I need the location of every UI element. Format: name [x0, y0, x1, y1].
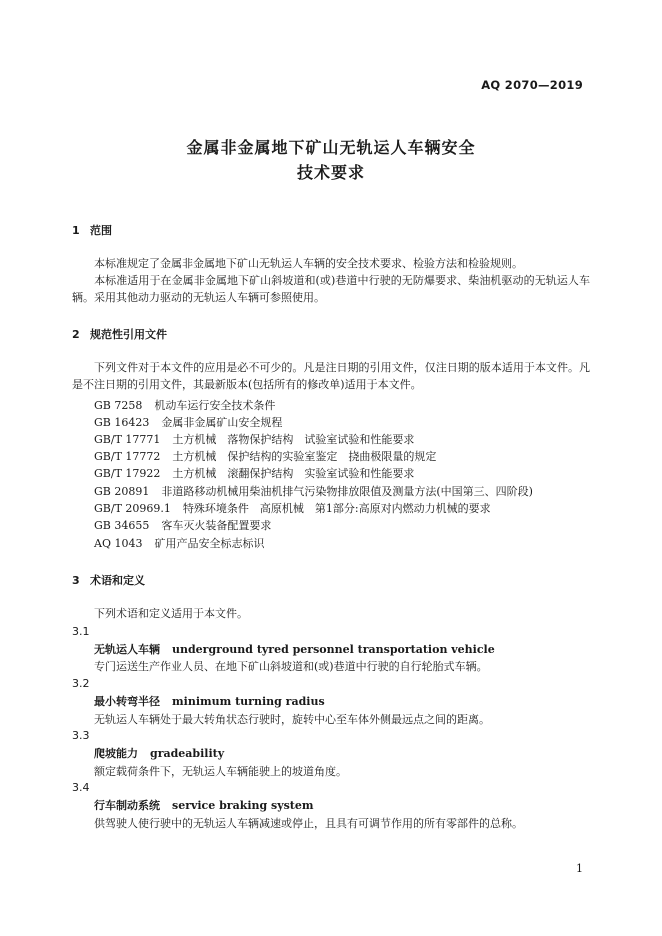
- reference-title: 客车灭火装备配置要求: [161, 519, 272, 532]
- section-3-heading: [72, 572, 145, 588]
- section-title: 术语和定义: [90, 574, 145, 587]
- term-english: underground tyred personnel transportation vehicle: [172, 643, 495, 656]
- reference-code: GB 20891: [94, 485, 150, 498]
- section-number: 3: [72, 574, 80, 587]
- reference-title: 土方机械 滚翻保护结构 实验室试验和性能要求: [172, 467, 415, 480]
- reference-item: [94, 397, 275, 413]
- section-number: 1: [72, 224, 80, 237]
- reference-code: GB/T 17922: [94, 467, 161, 480]
- section-1-heading: [72, 222, 112, 238]
- term-entry: [94, 641, 495, 657]
- term-entry: [94, 693, 325, 709]
- page-number: 1: [576, 862, 583, 875]
- scope-paragraph-1: [72, 255, 590, 272]
- term-english: service braking system: [172, 799, 314, 812]
- paragraph-text: 下列文件对于本文件的应用是必不可少的。凡是注日期的引用文件，仅注日期的版本适用于本文件。凡是不注日期的引用文件，其最新版本(包括所有的修改单)适用于本文件。: [72, 361, 590, 391]
- reference-code: GB/T 17772: [94, 450, 161, 463]
- reference-title: 机动车运行安全技术条件: [154, 399, 276, 412]
- reference-item: [94, 500, 491, 516]
- reference-title: 非道路移动机械用柴油机排气污染物排放限值及测量方法(中国第三、四阶段): [161, 485, 533, 498]
- clause-number: 3.1: [72, 625, 90, 638]
- term-english: minimum turning radius: [172, 695, 325, 708]
- paragraph-text: 本标准适用于在金属非金属地下矿山斜坡道和(或)巷道中行驶的无防爆要求、柴油机驱动的无轨运人车辆。采用其他动力驱动的无轨运人车辆可参照使用。: [72, 274, 590, 304]
- reference-title: 特殊环境条件 高原机械 第1部分:高原对内燃动力机械的要求: [182, 502, 491, 515]
- term-definition: 供驾驶人使行驶中的无轨运人车辆减速或停止，且具有可调节作用的所有零部件的总称。: [94, 817, 523, 830]
- reference-item: [94, 517, 271, 533]
- scope-paragraph-2: [72, 272, 590, 306]
- term-definition: 专门运送生产作业人员、在地下矿山斜坡道和(或)巷道中行驶的自行轮胎式车辆。: [94, 660, 488, 673]
- standard-number: AQ 2070—2019: [481, 78, 583, 92]
- reference-item: [94, 465, 414, 481]
- term-chinese: 无轨运人车辆: [94, 643, 160, 656]
- term-definition: 无轨运人车辆处于最大转角状态行驶时，旋转中心至车体外侧最远点之间的距离。: [94, 713, 490, 726]
- section-title: 范围: [90, 224, 112, 237]
- reference-item: [94, 431, 414, 447]
- reference-code: GB 34655: [94, 519, 150, 532]
- paragraph-text: 本标准规定了金属非金属地下矿山无轨运人车辆的安全技术要求、检验方法和检验规则。: [94, 257, 523, 270]
- clause-number: 3.3: [72, 729, 90, 742]
- clause-number: 3.2: [72, 677, 90, 690]
- term-entry: [94, 797, 314, 813]
- reference-item: [94, 483, 533, 499]
- term-chinese: 最小转弯半径: [94, 695, 160, 708]
- reference-code: AQ 1043: [94, 537, 143, 550]
- document-title-line1: 金属非金属地下矿山无轨运人车辆安全: [186, 138, 476, 157]
- reference-item: [94, 414, 282, 430]
- reference-code: GB/T 20969.1: [94, 502, 171, 515]
- section-2-heading: [72, 326, 167, 342]
- reference-title: 土方机械 保护结构的实验室鉴定 挠曲极限量的规定: [172, 450, 437, 463]
- clause-number: 3.4: [72, 781, 90, 794]
- paragraph-text: 下列术语和定义适用于本文件。: [94, 607, 248, 620]
- terms-intro: [72, 605, 590, 622]
- reference-title: 矿用产品安全标志标识: [154, 537, 265, 550]
- reference-code: GB 16423: [94, 416, 150, 429]
- reference-code: GB/T 17771: [94, 433, 161, 446]
- term-chinese: 爬坡能力: [94, 747, 138, 760]
- section-title: 规范性引用文件: [90, 328, 167, 341]
- reference-item: [94, 535, 264, 551]
- reference-code: GB 7258: [94, 399, 143, 412]
- document-title-line2: 技术要求: [296, 163, 365, 182]
- reference-title: 土方机械 落物保护结构 试验室试验和性能要求: [172, 433, 415, 446]
- term-english: gradeability: [150, 747, 225, 760]
- references-intro: [72, 359, 590, 393]
- term-chinese: 行车制动系统: [94, 799, 160, 812]
- reference-item: [94, 448, 436, 464]
- term-entry: [94, 745, 224, 761]
- term-definition: 额定载荷条件下，无轨运人车辆能驶上的坡道角度。: [94, 765, 347, 778]
- reference-title: 金属非金属矿山安全规程: [161, 416, 283, 429]
- section-number: 2: [72, 328, 80, 341]
